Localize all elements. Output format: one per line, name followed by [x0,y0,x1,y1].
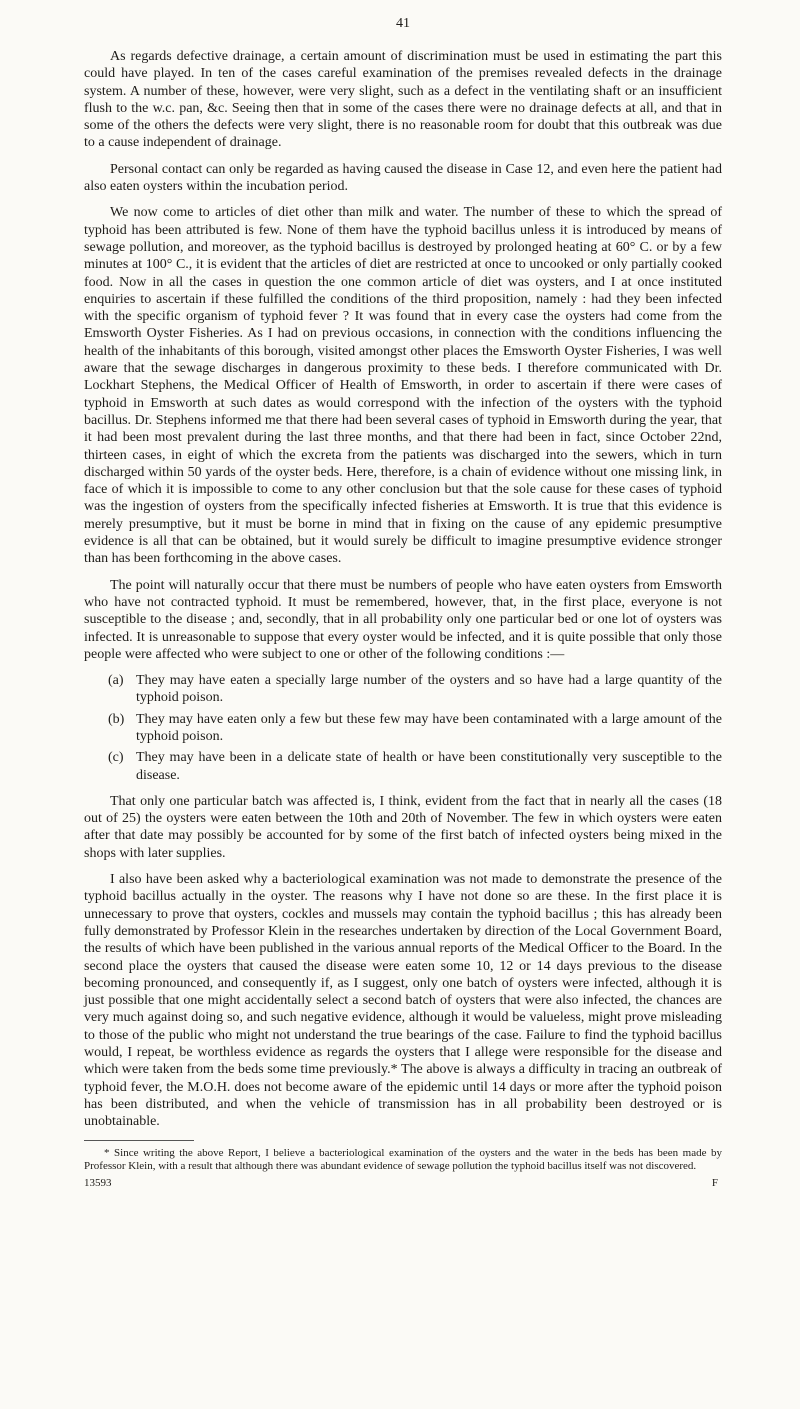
paragraph-drainage: As regards defective drainage, a certain amount of discrimination must be used in estimating the part this could have played. In ten of the cases careful examination of the premises revealed defects in the drainage system. A number of these, however, were very slight, such as a defect in the ventilating shaft or an insufficient flush to the w.c. pan, &c. Seeing then that in some of the cases there were no drainage defects at all, and that in some of the others the defects were very slight, there is no reasonable room for doubt that this outbreak was due to a cause independent of drainage. [84,49,722,151]
paragraph-personal-contact: Personal contact can only be regarded as having caused the disease in Case 12, and even here the patient had also eaten oysters within the incubation period. [84,161,722,195]
paragraph-batch: That only one particular batch was affected is, I think, evident from the fact that in nearly all the cases (18 out of 25) the oysters were eaten between the 10th and 20th of November. The few in which oysters were eaten after that date may possibly be accounted for by some of the first batch of infected oysters being mixed in the shops with later supplies. [84,793,722,861]
list-item-text: They may have eaten a specially large number of the oysters and so have had a large quantity of the typhoid poison. [136,673,722,706]
list-item [84,749,722,784]
paragraph-bacteriological: I also have been asked why a bacteriological examination was not made to demonstrate the presence of the typhoid bacillus actually in the oyster. The reasons why I have not done so are these. In the first place it is unnecessary to prove that oysters, cockles and mussels may contain the typhoid bacillus ; this has already been fully demonstrated by Professor Klein in the researches undertaken by direction of the Local Government Board, the results of which have been published in the various annual reports of the Medical Officer to the Board. In the second place the oysters that caused the disease were eaten some 10, 12 or 14 days previous to the disease becoming pronounced, and consequently if, as I suggest, only one batch of oysters were infected, although it is just possible that one might accidentally select a second batch of oysters that were also infected, the chances are very much against doing so, and such negative evidence, although it would be valueless, might prove misleading to those of the public who might not understand the true bearings of the case. Failure to find the typhoid bacillus would, I repeat, be worthless evidence as regards the oysters that I allege were responsible for the disease and which were taken from the beds some time previously.* The above is always a difficulty in tracing an outbreak of typhoid fever, the M.O.H. does not become aware of the epidemic until 14 days or more after the typhoid poison has been distributed, and when the vehicle of transmission has in all probability been destroyed or is unobtainable. [84,872,722,1130]
list-item [84,672,722,707]
page-number: 41 [396,16,410,31]
list-marker: (c) [108,750,124,766]
list-marker: (a) [108,673,124,689]
footer-signature-number: 13593 [84,1176,112,1189]
footer-signature-letter: F [711,1176,718,1189]
list-marker: (b) [108,711,125,727]
list-item [84,711,722,746]
list-item-text: They may have eaten only a few but these few may have been contaminated with a large amount of the typhoid poison. [136,711,722,744]
paragraph-point: The point will naturally occur that there must be numbers of people who have eaten oysters from Emsworth who have not contracted typhoid. It must be remembered, however, that, in the first place, everyone is not susceptible to the disease ; and, secondly, that in all probability only one particular bed or one lot of oysters was infected. It is unreasonable to suppose that every oyster would be infected, and it is quite possible that only those people were affected who were subject to one or other of the following conditions :— [84,577,722,662]
footnote: * Since writing the above Report, I believe a bacteriological examination of the oysters and the water in the beds has been made by Professor Klein, with a result that although there was abundant evidence of sewage pollution the typhoid bacillus itself was not discovered. [84,1146,722,1172]
footnote-divider [84,1140,194,1141]
conditions-list [84,672,722,784]
page-footer [84,1177,722,1189]
paragraph-oysters: We now come to articles of diet other than milk and water. The number of these to which the spread of typhoid has been attributed is few. None of them have the typhoid bacillus unless it is introduced by means of sewage pollution, and moreover, as the typhoid bacillus is destroyed by prolonged heating at 60° C. or by a few minutes at 100° C., it is evident that the articles of diet are restricted at once to uncooked or only partially cooked food. Now in all the cases in question the one common article of diet was oysters, and I at once instituted enquiries to ascertain if these fulfilled the conditions of the third proposition, namely : had they been infected with the specific organism of typhoid fever ? It was found that in every case the oysters had come from the Emsworth Oyster Fisheries. As I had on previous occasions, in connection with the conditions influencing the health of the inhabitants of this borough, visited amongst other places the Emsworth Oyster Fisheries, I was well aware that the sewage discharges in dangerous proximity to these beds. I therefore communicated with Dr. Lockhart Stephens, the Medical Officer of Health of Emsworth, in order to ascertain if there were cases of typhoid in Emsworth at such dates as would correspond with the infection of the oysters with the typhoid bacillus. Dr. Stephens informed me that there had been several cases of typhoid in Emsworth during the year, that it had been most prevalent during the last three months, and that there had been in fact, since October 22nd, thirteen cases, in eight of which the excreta from the patients was discharged into the sewers, which in turn discharged within 50 yards of the oyster beds. Here, therefore, is a chain of evidence without one missing link, in face of which it is impossible to come to any other conclusion but that the sole cause for these cases of typhoid was the ingestion of oysters from the specifically infected fisheries at Emsworth. It is true that this evidence is merely presumptive, but it must be borne in mind that in fixing on the cause of any epidemic presumptive evidence is all that can be obtained, but it would surely be difficult to imagine presumptive evidence stronger than has been forthcoming in the above cases. [84,205,722,567]
list-item-text: They may have been in a delicate state of health or have been constitutionally very susceptible to the disease. [136,750,722,783]
